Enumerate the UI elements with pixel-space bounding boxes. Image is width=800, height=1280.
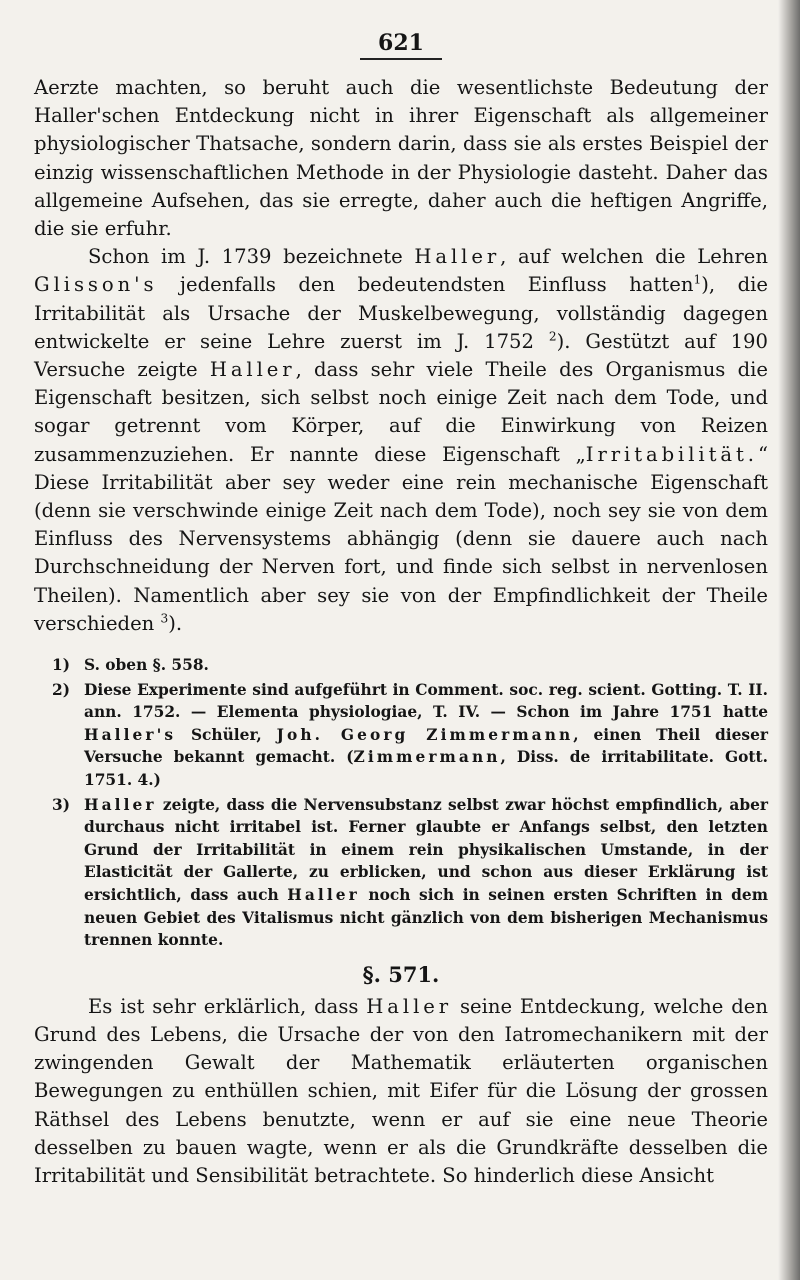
footnote-3: 3) Haller zeigte, dass die Nervensubstanz selbst zwar höchst empfindlich, aber durchaus nicht irritabel ist. Ferner glaubte er Anfangs selbst, den letzten Grund der Irritabilität in einem rein physikalischen Umstande, in der Elasticität der Gallerte, zu erblicken, und schon aus dieser Erklärung ist ersichtlich, dass auch Haller noch sich in seinen ersten Schriften in dem neuen Gebiet des Vitalismus nicht gänzlich von dem bisherigen Mechanismus trennen konnte. xyxy=(52,795,769,950)
paragraph-1: Aerzte machten, so beruht auch die wesentlichste Bedeutung der Haller'schen Entdeckung nicht in ihrer Eigenschaft als allgemeiner physiologischer Thatsache, sondern darin, dass sie als erstes Beispiel der einzig wissenschaftlichen Methode in der Physiologie dasteht. Daher das allgemeine Aufsehen, das sie erregte, daher auch die heftigen Angriffe, die sie erfuhr. xyxy=(34,76,768,241)
footnote-ref-2: 2 xyxy=(548,329,557,344)
section-text xyxy=(34,993,768,1190)
name-haller: Haller xyxy=(414,245,501,269)
footnote-2: 2) Diese Experimente sind aufgeführt in Comment. soc. reg. scient. Gotting. T. II. ann. 1752. — Elementa physiologiae, T. IV. — Schon im Jahre 1751 hatte Haller's Schüler, Joh. Georg Zimmermann, einen Theil dieser Versuche bekannt gemacht. (Zimmermann, Diss. de irritabilitate. Gott. 1751. 4.) xyxy=(52,680,768,790)
page-edge-shadow xyxy=(778,0,800,1280)
name-haller: Haller xyxy=(209,358,296,382)
footnote-ref-1: 1 xyxy=(693,272,702,287)
name-haller: Haller xyxy=(366,994,453,1018)
name-glisson: Glisson's xyxy=(34,273,158,297)
section-paragraph: Es ist sehr erklärlich, dass Haller seine Entdeckung, welche den Grund des Lebens, die Ursache der von den Iatromechanikern mit der zwingenden Gewalt der Mathematik erläuterten organischen Bewegungen zu enthüllen schien, mit Eifer für die Lösung der grossen Räthsel des Lebens benutzte, wenn er auf sie eine neue Theorie desselben zu bauen wagte, wenn er als die Grundkräfte desselben die Irritabilität und Sensibilität betrachtete. So hinderlich diese Ansicht xyxy=(34,994,769,1187)
main-text xyxy=(34,74,768,638)
page-number: 621 xyxy=(34,30,768,60)
section-heading: §. 571. xyxy=(362,961,440,987)
footnotes xyxy=(34,654,768,952)
footnote-1: 1) S. oben §. 558. xyxy=(52,656,209,675)
paragraph-2: Schon im J. 1739 bezeichnete Haller, auf welchen die Lehren Glisson's jedenfalls den bedeutendsten Einfluss hatten$^1$), die Irritabilität als Ursache der Muskelbewegung, vollständig dagegen entwickelte er seine Lehre zuerst im J. 1752 $^2$). Gestützt auf 190 Versuche zeigte Haller, dass sehr viele Theile des Organismus die Eigenschaft besitzen, sich selbst noch einige Zeit nach dem Tode, und sogar getrennt vom Körper, auf die Einwirkung von Reizen zusammenzuziehen. Er nannte diese Eigenschaft „Irritabilität.“ Diese Irritabilität aber sey weder eine rein mechanische Eigenschaft (denn sie verschwinde einige Zeit nach dem Tode), noch sey sie von dem Einfluss des Nervensystems abhängig (denn sie dauere auch nach Durchschneidung der Nerven fort, und finde sich selbst in nervenlosen Theilen). Namentlich aber sey sie von der Empfindlichkeit der Theile verschieden $^3$). xyxy=(34,245,768,635)
term-irritabilitaet: Irritabilität. xyxy=(585,442,758,466)
footnote-ref-3: 3 xyxy=(160,611,169,626)
